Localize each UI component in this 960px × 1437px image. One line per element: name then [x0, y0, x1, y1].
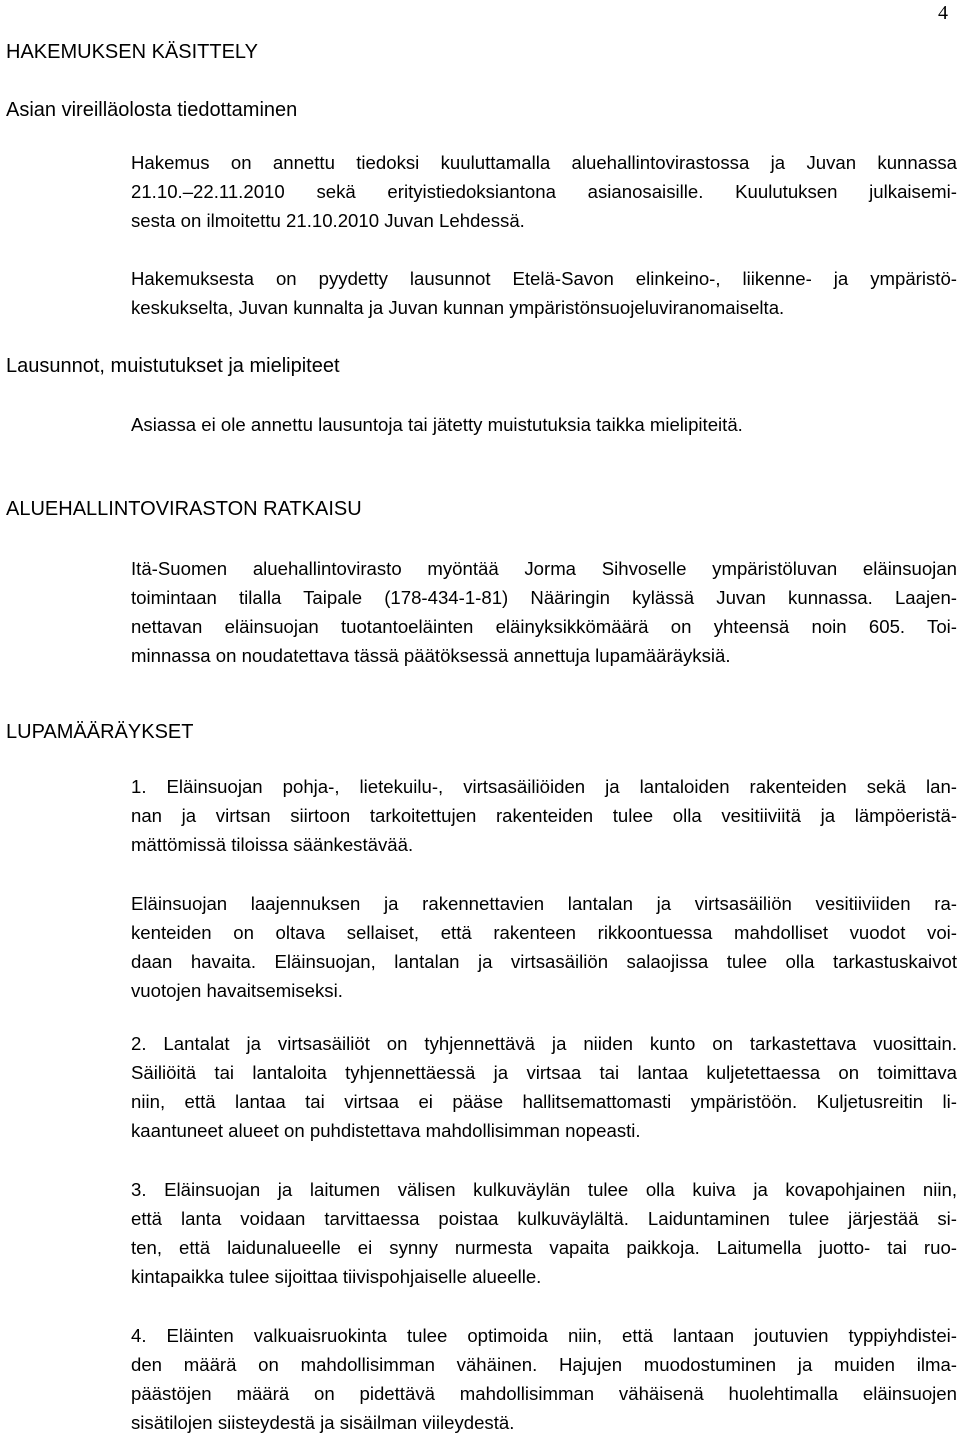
text-line: nettavan eläinsuojan tuotantoeläinten eläinyksikkömäärä on yhteensä noin 605. Toi- [131, 616, 957, 637]
text-line: den määrä on mahdollisimman vähäinen. Hajujen muodostuminen ja muiden ilma- [131, 1354, 957, 1375]
text-line: toimintaan tilalla Taipale (178-434-1-81) Nääringin kylässä Juvan kunnassa. Laajen- [131, 587, 957, 608]
text-line: 21.10.–22.11.2010 sekä erityistiedoksiantona asianosaisille. Kuulutuksen julkaisemi- [131, 181, 957, 202]
text-line: 1. Eläinsuojan pohja-, lietekuilu-, virtsasäiliöiden ja lantaloiden rakenteiden sekä lan- [131, 776, 957, 797]
paragraph-vireillaolo-1 [131, 148, 957, 235]
text-line: päästöjen määrä on pidettävä mahdollisimman vähäisenä huolehtimalla eläinsuojen [131, 1383, 957, 1404]
text-line: 3. Eläinsuojan ja laitumen välisen kulkuväylän tulee olla kuiva ja kovapohjainen niin, [131, 1179, 957, 1200]
text-line: niin, että lantaa tai virtsaa ei pääse hallitsemattomasti ympäristöön. Kuljetusreitin li- [131, 1091, 957, 1112]
paragraph-lausunnot [131, 410, 957, 439]
text-line: vuotojen havaitsemiseksi. [131, 980, 343, 1001]
page-number: 4 [938, 2, 948, 24]
heading-lausunnot: Lausunnot, muistutukset ja mielipiteet [6, 355, 340, 377]
text-line: Hakemus on annettu tiedoksi kuuluttamalla aluehallintovirastossa ja Juvan kunnassa [131, 152, 957, 173]
text-line: sisätilojen siisteydestä ja sisäilman viileydestä. [131, 1412, 515, 1433]
text-line: Säiliöitä tai lantaloita tyhjennettäessä ja virtsaa tai lantaa kuljetettaessa on toimittava [131, 1062, 957, 1083]
heading-hakemuksen-kasittely: HAKEMUKSEN KÄSITTELY [6, 41, 258, 63]
text-line: daan havaita. Eläinsuojan, lantalan ja virtsasäiliön salaojissa tulee olla tarkastuskaivot [131, 951, 957, 972]
text-line: että lanta voidaan tarvittaessa poistaa kulkuväylältä. Laiduntaminen tulee järjestää si- [131, 1208, 957, 1229]
text-line: kaantuneet alueet on puhdistettava mahdollisimman nopeasti. [131, 1120, 641, 1141]
text-line: Eläinsuojan laajennuksen ja rakennettavien lantalan ja virtsasäiliön vesitiiviiden ra- [131, 893, 957, 914]
text-line: 4. Eläinten valkuaisruokinta tulee optimoida niin, että lantaan joutuvien typpiyhdistei- [131, 1325, 957, 1346]
paragraph-lupamaarays-1b [131, 889, 957, 1005]
text-line: 2. Lantalat ja virtsasäiliöt on tyhjennettävä ja niiden kunto on tarkastettava vuosittain. [131, 1033, 957, 1054]
paragraph-lupamaarays-2 [131, 1029, 957, 1145]
paragraph-lupamaarays-3 [131, 1175, 957, 1291]
paragraph-lupamaarays-4 [131, 1321, 957, 1437]
paragraph-vireillaolo-2 [131, 264, 957, 322]
heading-lupamaaraykset: LUPAMÄÄRÄYKSET [6, 721, 194, 743]
text-line: keskukselta, Juvan kunnalta ja Juvan kunnan ympäristönsuojeluviranomaiselta. [131, 297, 785, 318]
text-line: Hakemuksesta on pyydetty lausunnot Etelä-Savon elinkeino-, liikenne- ja ympäristö- [131, 268, 957, 289]
text-line: minnassa on noudatettava tässä päätöksessä annettuja lupamääräyksiä. [131, 645, 731, 666]
text-line: Asiassa ei ole annettu lausuntoja tai jätetty muistutuksia taikka mielipiteitä. [131, 414, 743, 435]
heading-vireillaolo: Asian vireilläolosta tiedottaminen [6, 99, 298, 121]
text-line: ten, että laidunalueelle ei synny nurmesta vapaita paikkoja. Laitumella juotto- tai ruo- [131, 1237, 957, 1258]
text-line: nan ja virtsan siirtoon tarkoitettujen rakenteiden tulee olla vesitiiviitä ja lämpöeristä- [131, 805, 957, 826]
text-line: Itä-Suomen aluehallintovirasto myöntää Jorma Sihvoselle ympäristöluvan eläinsuojan [131, 558, 957, 579]
paragraph-lupamaarays-1 [131, 772, 957, 859]
paragraph-ratkaisu [131, 554, 957, 670]
text-line: sesta on ilmoitettu 21.10.2010 Juvan Lehdessä. [131, 210, 525, 231]
heading-aluehallintoviraston-ratkaisu: ALUEHALLINTOVIRASTON RATKAISU [6, 498, 362, 520]
text-line: mättömissä tiloissa säänkestävää. [131, 834, 414, 855]
text-line: kintapaikka tulee sijoittaa tiivispohjaiselle alueelle. [131, 1266, 542, 1287]
text-line: kenteiden on oltava sellaiset, että rakenteen rikkoontuessa mahdolliset vuodot voi- [131, 922, 957, 943]
